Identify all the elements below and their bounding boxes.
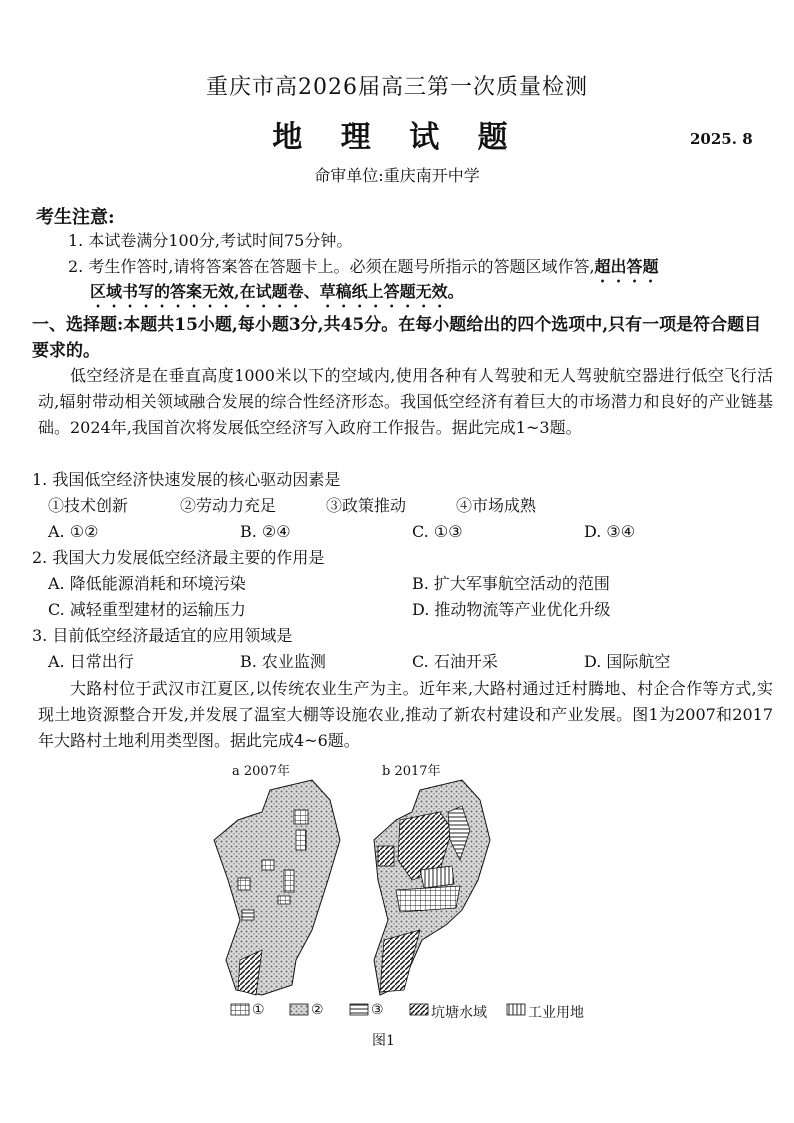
notice-item-2-line-2 bbox=[90, 279, 464, 311]
q1-stem: 1. 我国低空经济快速发展的核心驱动因素是 bbox=[32, 470, 341, 489]
passage-1: 低空经济是在垂直高度1000米以下的空域内,使用各种有人驾驶和无人驾驶航空器进行低空飞行活动,辐射带动相关领域融合发展的综合性经济形态。我国低空经济有着巨大的市场潜力和良好的产业链基础。2024年,我国首次将发展低空经济写入政府工作报告。据此完成1~3题。 bbox=[38, 366, 773, 437]
q1-option-d: D. ③④ bbox=[584, 522, 636, 541]
notice-emphasis-b: 在试题卷、草稿纸上答题无效 bbox=[239, 282, 448, 301]
figure-caption: 图1 bbox=[372, 1033, 395, 1049]
notice-item-2-emphasis: 超出答题 bbox=[594, 257, 659, 276]
q3-option-d: D. 国际航空 bbox=[584, 652, 671, 671]
q1-option-a: A. ①② bbox=[48, 522, 99, 541]
map-b-2017 bbox=[374, 780, 490, 995]
q1-item-1: ①技术创新 bbox=[48, 496, 129, 515]
notice-heading: 考生注意: bbox=[36, 207, 115, 228]
notice-comma: , bbox=[234, 282, 240, 301]
notice-period: 。 bbox=[447, 282, 464, 301]
q3-stem: 3. 目前低空经济最适宜的应用领域是 bbox=[32, 626, 293, 645]
legend-label-5: 工业用地 bbox=[528, 1005, 584, 1021]
legend-swatch-4 bbox=[410, 1004, 428, 1015]
q1-option-c: C. ①③ bbox=[412, 522, 463, 541]
legend-swatch-3 bbox=[350, 1004, 368, 1015]
notice-item-1: 1. 本试卷满分100分,考试时间75分钟。 bbox=[68, 231, 353, 250]
exam-title: 重庆市高2026届高三第一次质量检测 bbox=[206, 75, 588, 100]
legend-swatch-2 bbox=[290, 1004, 308, 1015]
exam-date: 2025. 8 bbox=[690, 130, 753, 148]
q3-option-c: C. 石油开采 bbox=[412, 652, 498, 671]
subject-title: 地 理 试 题 bbox=[272, 120, 522, 155]
q3-option-b: B. 农业监测 bbox=[240, 652, 326, 671]
q2-option-d: D. 推动物流等产业优化升级 bbox=[412, 600, 611, 619]
q2-option-c: C. 减轻重型建材的运输压力 bbox=[48, 600, 246, 619]
passage-2: 大路村位于武汉市江夏区,以传统农业生产为主。近年来,大路村通过迁村腾地、村企合作等方式,实现土地资源整合开发,并发展了温室大棚等设施农业,推动了新农村建设和产业发展。图1为2007和2017年大路村土地利用类型图。据此完成4~6题。 bbox=[38, 679, 773, 750]
map-b-outline bbox=[374, 780, 490, 995]
q2-option-a: A. 降低能源消耗和环境污染 bbox=[48, 574, 246, 593]
map-a-2007 bbox=[214, 780, 340, 995]
legend-swatch-1 bbox=[231, 1004, 249, 1015]
author-unit: 命审单位:重庆南开中学 bbox=[314, 166, 480, 185]
q3-option-a: A. 日常出行 bbox=[48, 652, 134, 671]
q1-option-b: B. ②④ bbox=[240, 522, 291, 541]
notice-emphasis-a: 区域书写的答案无效 bbox=[90, 282, 235, 301]
map-b-label: b 2017年 bbox=[382, 764, 441, 779]
legend-label-2: ② bbox=[311, 1002, 324, 1018]
q1-item-3: ③政策推动 bbox=[326, 496, 407, 515]
legend-label-3: ③ bbox=[371, 1002, 384, 1018]
section-1-heading: 一、选择题:本题共15小题,每小题3分,共45分。在每小题给出的四个选项中,只有一项是符合题目要求的。 bbox=[32, 315, 762, 361]
q1-item-4: ④市场成熟 bbox=[456, 496, 537, 515]
legend-swatch-5 bbox=[507, 1004, 525, 1015]
map-a-label: a 2007年 bbox=[232, 764, 290, 779]
map-a-outline bbox=[214, 780, 340, 995]
q2-stem: 2. 我国大力发展低空经济最主要的作用是 bbox=[32, 548, 325, 567]
q2-option-b: B. 扩大军事航空活动的范围 bbox=[412, 574, 610, 593]
legend-label-1: ① bbox=[252, 1002, 265, 1018]
q1-item-2: ②劳动力充足 bbox=[180, 496, 277, 515]
notice-item-2-text: 2. 考生作答时,请将答案答在答题卡上。必须在题号所指示的答题区域作答, bbox=[68, 257, 595, 276]
legend-label-4: 坑塘水域 bbox=[431, 1005, 487, 1021]
